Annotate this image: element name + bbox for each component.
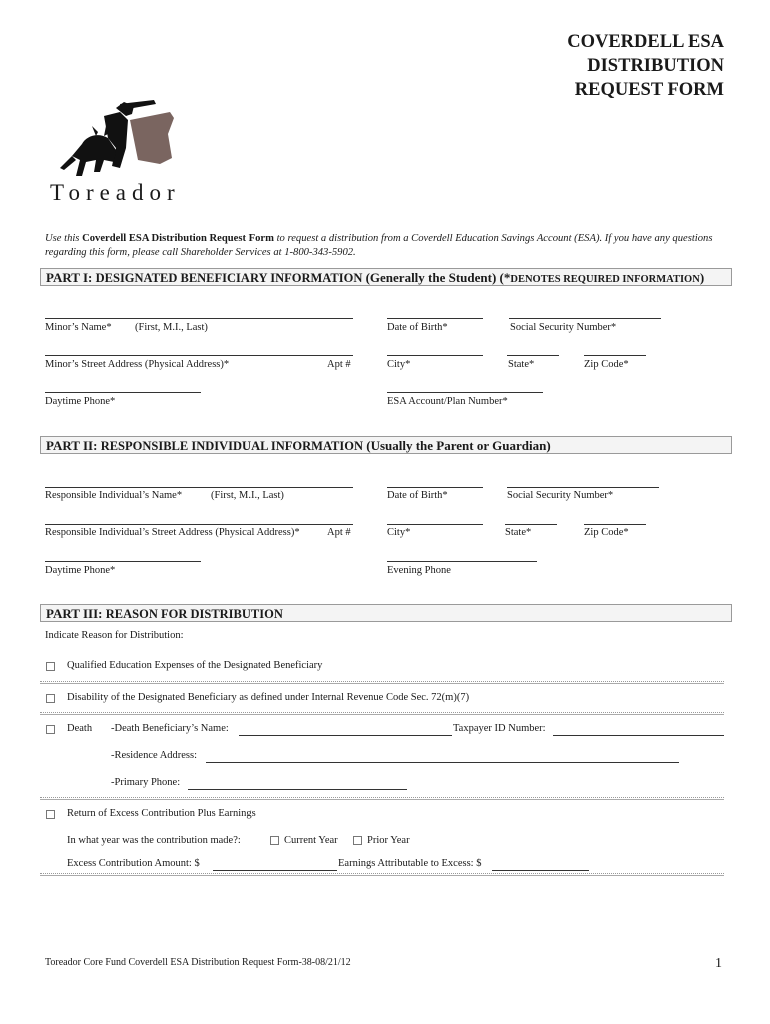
resp-name-label: Responsible Individual’s Name* xyxy=(45,490,183,501)
minor-city-label: City* xyxy=(387,359,411,370)
part1-heading-e: ) xyxy=(699,270,705,285)
earnings-field[interactable] xyxy=(492,870,589,871)
qualified-expenses-checkbox[interactable] xyxy=(46,662,55,671)
excess-contribution-checkbox[interactable] xyxy=(46,810,55,819)
part1-heading-b: DESIGNATED BENEFICIARY INFORMATION xyxy=(95,271,363,285)
death-beneficiary-name-field[interactable] xyxy=(239,735,452,736)
minor-ssn-field[interactable] xyxy=(509,318,661,319)
contribution-year-question: In what year was the contribution made?: xyxy=(67,835,241,846)
esa-account-label: ESA Account/Plan Number* xyxy=(387,396,508,407)
intro-text xyxy=(45,232,735,260)
death-checkbox[interactable] xyxy=(46,725,55,734)
minor-zip-field[interactable] xyxy=(584,355,646,356)
form-title xyxy=(484,30,724,102)
minor-apt-label: Apt # xyxy=(327,359,351,370)
prior-year-label: Prior Year xyxy=(367,835,410,846)
title-line-2: DISTRIBUTION xyxy=(587,56,724,76)
part2-heading-a: PART II: xyxy=(46,438,101,453)
part1-heading xyxy=(40,268,732,286)
resp-zip-label: Zip Code* xyxy=(584,527,629,538)
resp-state-label: State* xyxy=(505,527,532,538)
resp-zip-field[interactable] xyxy=(584,524,646,525)
resp-name-field[interactable] xyxy=(45,487,353,488)
excess-amount-field[interactable] xyxy=(213,870,337,871)
taxpayer-id-field[interactable] xyxy=(553,735,724,736)
resp-city-label: City* xyxy=(387,527,411,538)
part2-heading xyxy=(40,436,732,454)
divider xyxy=(40,712,724,715)
footer-text: Toreador Core Fund Coverdell ESA Distribution Request Form-38-08/21/12 xyxy=(45,957,351,968)
minor-city-field[interactable] xyxy=(387,355,483,356)
minor-dob-label: Date of Birth* xyxy=(387,322,448,333)
indicate-reason-label: Indicate Reason for Distribution: xyxy=(45,630,184,641)
resp-phone-label: Daytime Phone* xyxy=(45,565,116,576)
minor-name-field[interactable] xyxy=(45,318,353,319)
intro-pre: Use this xyxy=(45,233,83,244)
minor-ssn-label: Social Security Number* xyxy=(510,322,617,333)
divider xyxy=(40,873,724,876)
resp-street-label: Responsible Individual’s Street Address (Physical Address)* xyxy=(45,527,300,538)
resp-dob-label: Date of Birth* xyxy=(387,490,448,501)
disability-label: Disability of the Designated Beneficiary as defined under Internal Revenue Code Sec. 72(m)(7) xyxy=(67,692,470,703)
resp-dob-field[interactable] xyxy=(387,487,483,488)
esa-account-field[interactable] xyxy=(387,392,543,393)
minor-phone-label: Daytime Phone* xyxy=(45,396,116,407)
resp-name-hint: (First, M.I., Last) xyxy=(211,490,284,501)
minor-state-field[interactable] xyxy=(507,355,559,356)
part2-heading-c: (Usually the Parent or Guardian) xyxy=(363,438,551,453)
part3-heading-a: PART III: xyxy=(46,606,106,621)
taxpayer-id-label: Taxpayer ID Number: xyxy=(453,723,546,734)
residence-address-field[interactable] xyxy=(206,762,679,763)
intro-post: to request a distribution from a Coverdell Education Savings Account (ESA). If you have any questions regarding this form, please call Shareholder Services at 1-800-343-5902. xyxy=(45,233,713,258)
minor-name-hint: (First, M.I., Last) xyxy=(135,322,208,333)
resp-state-field[interactable] xyxy=(505,524,557,525)
divider xyxy=(40,681,724,684)
minor-zip-label: Zip Code* xyxy=(584,359,629,370)
title-line-1: COVERDELL ESA xyxy=(567,32,724,52)
part1-heading-d: DENOTES REQUIRED INFORMATION xyxy=(510,274,700,285)
resp-phone-field[interactable] xyxy=(45,561,201,562)
part3-heading-b: REASON FOR DISTRIBUTION xyxy=(105,607,283,621)
logo-wordmark: Toreador xyxy=(50,180,181,205)
minor-phone-field[interactable] xyxy=(45,392,201,393)
excess-amount-label: Excess Contribution Amount: $ xyxy=(67,858,200,869)
resp-evening-label: Evening Phone xyxy=(387,565,451,576)
minor-street-field[interactable] xyxy=(45,355,353,356)
divider xyxy=(40,797,724,800)
page-number: 1 xyxy=(715,956,722,971)
resp-city-field[interactable] xyxy=(387,524,483,525)
resp-evening-field[interactable] xyxy=(387,561,537,562)
intro-bold: Coverdell ESA Distribution Request Form xyxy=(82,233,274,244)
primary-phone-field[interactable] xyxy=(188,789,407,790)
resp-street-field[interactable] xyxy=(45,524,353,525)
current-year-checkbox[interactable] xyxy=(270,836,279,845)
minor-name-label: Minor’s Name* xyxy=(45,322,112,333)
title-line-3: REQUEST FORM xyxy=(574,80,724,100)
prior-year-checkbox[interactable] xyxy=(353,836,362,845)
qualified-expenses-label: Qualified Education Expenses of the Designated Beneficiary xyxy=(67,660,323,671)
minor-street-label: Minor’s Street Address (Physical Address)* xyxy=(45,359,230,370)
minor-state-label: State* xyxy=(508,359,535,370)
disability-checkbox[interactable] xyxy=(46,694,55,703)
death-label: Death xyxy=(67,723,93,734)
resp-apt-label: Apt # xyxy=(327,527,351,538)
primary-phone-label: -Primary Phone: xyxy=(111,777,181,788)
death-beneficiary-name-label: -Death Beneficiary’s Name: xyxy=(111,723,229,734)
part2-heading-b: RESPONSIBLE INDIVIDUAL INFORMATION xyxy=(100,439,363,453)
resp-ssn-label: Social Security Number* xyxy=(507,490,614,501)
part1-heading-a: PART I: xyxy=(46,270,96,285)
current-year-label: Current Year xyxy=(284,835,338,846)
part3-heading xyxy=(40,604,732,622)
part1-heading-c: (Generally the Student) (* xyxy=(362,270,511,285)
resp-ssn-field[interactable] xyxy=(507,487,659,488)
minor-dob-field[interactable] xyxy=(387,318,483,319)
earnings-label: Earnings Attributable to Excess: $ xyxy=(338,858,482,869)
excess-contribution-label: Return of Excess Contribution Plus Earnings xyxy=(67,808,256,819)
residence-address-label: -Residence Address: xyxy=(111,750,198,761)
